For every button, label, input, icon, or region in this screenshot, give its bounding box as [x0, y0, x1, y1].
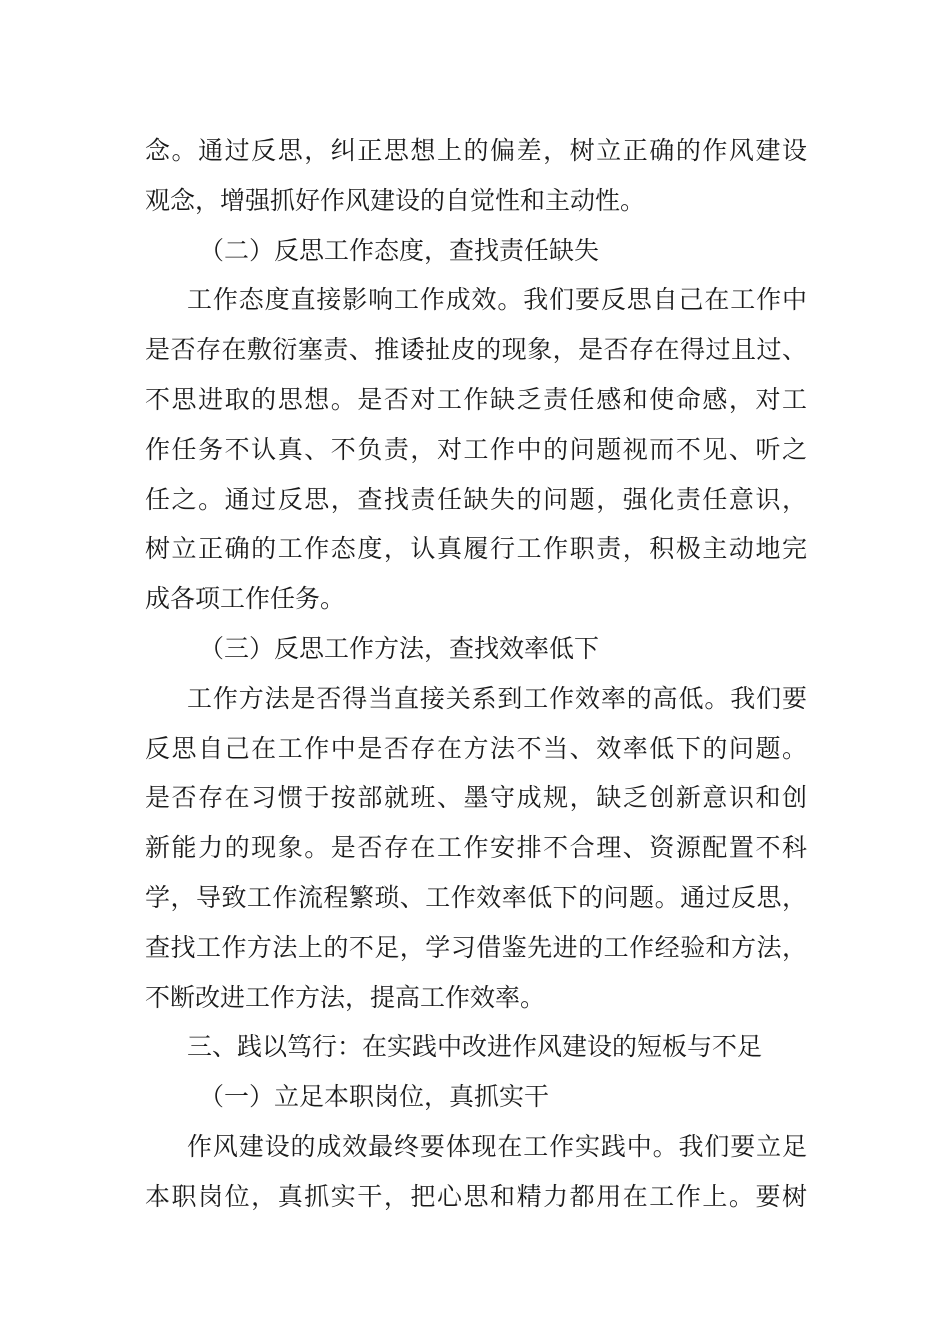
text-line: 工作方法是否得当直接关系到工作效率的高低。我们要: [187, 683, 807, 713]
text-line: 是否存在敷衍塞责、推诿扯皮的现象，是否存在得过且过、: [145, 335, 807, 365]
text-line: 本职岗位，真抓实干，把心思和精力都用在工作上。要树: [145, 1181, 807, 1211]
section-heading: （三）反思工作方法，查找效率低下: [199, 633, 600, 663]
text-line: 不断改进工作方法，提高工作效率。: [145, 982, 546, 1012]
text-line: 三、践以笃行：在实践中改进作风建设的短板与不足: [187, 1032, 763, 1062]
text-line: 新能力的现象。是否存在工作安排不合理、资源配置不科: [145, 833, 807, 863]
text-line: 作风建设的成效最终要体现在工作实践中。我们要立足: [187, 1131, 807, 1161]
text-line: 成各项工作任务。: [145, 584, 346, 614]
text-line: 查找工作方法上的不足，学习借鉴先进的工作经验和方法，: [145, 932, 807, 962]
text-line: 是否存在习惯于按部就班、墨守成规，缺乏创新意识和创: [145, 783, 807, 813]
text-line: 工作态度直接影响工作成效。我们要反思自己在工作中: [187, 285, 807, 315]
section-heading: （二）反思工作态度，查找责任缺失: [199, 235, 600, 265]
text-line: 树立正确的工作态度，认真履行工作职责，积极主动地完: [145, 534, 807, 564]
document-body: [145, 126, 807, 1222]
text-line: 反思自己在工作中是否存在方法不当、效率低下的问题。: [145, 733, 807, 763]
text-line: 作任务不认真、不负责，对工作中的问题视而不见、听之: [145, 434, 807, 464]
text-line: 观念，增强抓好作风建设的自觉性和主动性。: [145, 185, 646, 215]
text-line: 任之。通过反思，查找责任缺失的问题，强化责任意识，: [145, 484, 807, 514]
section-heading: （一）立足本职岗位，真抓实干: [199, 1082, 550, 1112]
text-line: 不思进取的思想。是否对工作缺乏责任感和使命感，对工: [145, 384, 807, 414]
text-line: 念。通过反思，纠正思想上的偏差，树立正确的作风建设: [145, 136, 807, 165]
text-line: 学，导致工作流程繁琐、工作效率低下的问题。通过反思，: [145, 882, 807, 912]
